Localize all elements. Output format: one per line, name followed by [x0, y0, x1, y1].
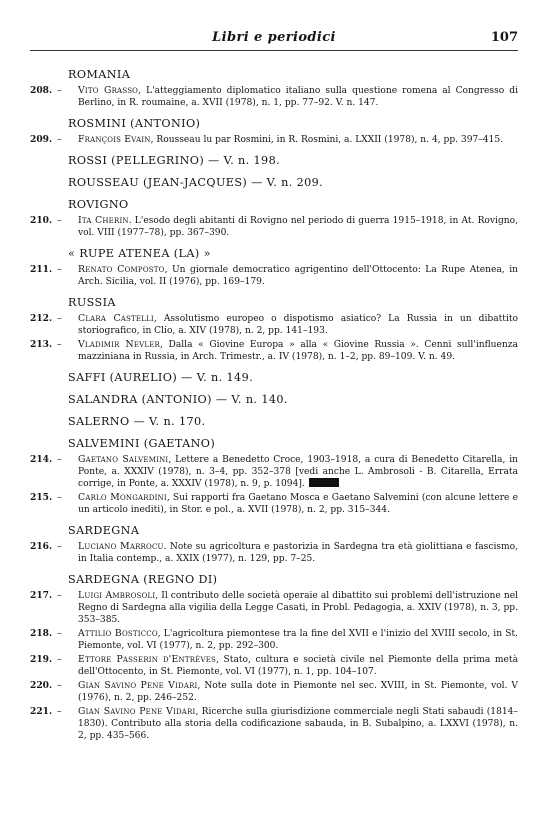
bibliography-entry: [30, 339, 518, 363]
entry-number: 216.: [30, 541, 53, 552]
entry-dash: –: [57, 493, 62, 503]
entry-text: , Stato, cultura e società civile nel Piemonte della prima metà dell'Ottocento, in St. Piemonte, vol. VI (1977), n. 1, pp. 104–107.: [78, 655, 518, 677]
entry-author: Gian Savino Pene Vidari: [78, 706, 196, 717]
bibliography-entry: [30, 680, 518, 704]
running-header: [30, 30, 518, 51]
section-heading: ROUSSEAU (JEAN-JACQUES) — V. n. 209.: [68, 176, 324, 189]
entry-text: . Note su agricoltura e pastorizia in Sardegna tra età giolittiana e fascismo, in Italia contemp., a. XXIX (1977), n. 129, pp. 7–25.: [78, 542, 519, 564]
section-heading: SARDEGNA: [68, 524, 140, 537]
entry-author: Gaetano Salvemini: [78, 454, 169, 465]
entry-author: Luciano Marrocu: [78, 541, 164, 552]
entry-number: 218.: [30, 628, 53, 639]
entry-dash: –: [57, 655, 62, 665]
page-number: 107: [490, 30, 518, 45]
section-heading: ROVIGNO: [68, 198, 129, 211]
entry-number: 208.: [30, 85, 53, 96]
entry-text: , Il contributo delle società operaie al dibattito sui problemi dell'istruzione nel Regno di Sardegna alla vigilia della Legge Casati, in Probl. Pedagogia, a. XXIV (1978), n. 3, pp. 353–385.: [78, 591, 518, 625]
entry-number: 221.: [30, 706, 53, 717]
entry-text: , Lettere a Benedetto Croce, 1903–1918, a cura di Benedetto Citarella, in Ponte, a. XXXIV (1978), n. 3–4, pp. 352–378 [vedi anche L. Ambrosoli - B. Citarella, Errata corrige, in Ponte, a. XXXIV (1978), n. 9, p. 1094].: [78, 455, 518, 489]
entry-dash: –: [57, 216, 62, 226]
bibliography-entry: [30, 541, 518, 565]
entry-author: Gian Savino Pene Vidari: [78, 680, 198, 691]
entry-text: , Ricerche sulla giurisdizione commerciale negli Stati sabaudi (1814–1830). Contributo alla storia della codificazione sabauda, in B. Subalpino, a. LXXVI (1978), n. 2, pp. 435–566.: [78, 707, 518, 741]
entry-author: Renato Composto: [78, 264, 165, 275]
entry-author: Ettore Passerin d'Entrèves: [78, 654, 217, 665]
entry-author: Vladimir Nevler: [78, 339, 161, 350]
entry-author: Carlo Mongardini: [78, 492, 167, 503]
section-heading: RUSSIA: [68, 296, 116, 309]
entry-dash: –: [57, 707, 62, 717]
entry-text: , L'agricoltura piemontese tra la fine del XVII e l'inizio del XVIII secolo, in St. Piemonte, vol. VI (1977), n. 2, pp. 292–300.: [78, 629, 518, 651]
entry-dash: –: [57, 542, 62, 552]
entry-dash: –: [57, 265, 62, 275]
bibliography-list: [30, 66, 518, 744]
bibliography-entry: [30, 264, 518, 288]
entry-number: 209.: [30, 134, 53, 145]
header-title: Libri e periodici: [212, 30, 336, 45]
entry-dash: –: [57, 340, 62, 350]
bibliography-entry: [30, 85, 518, 109]
bibliography-entry: [30, 628, 518, 652]
entry-text: , Un giornale democratico agrigentino dell'Ottocento: La Rupe Atenea, in Arch. Sicilia, vol. II (1976), pp. 169–179.: [78, 265, 518, 287]
entry-author: Clara Castelli: [78, 313, 154, 324]
entry-number: 219.: [30, 654, 53, 665]
entry-author: François Evain: [78, 134, 151, 145]
bibliography-entry: [30, 313, 518, 337]
entry-text: , Dalla « Giovine Europa » alla « Giovine Russia ». Cenni sull'influenza mazziniana in Russia, in Arch. Trimestr., a. IV (1978), n. 1–2, pp. 89–109. V. n. 49.: [78, 340, 518, 362]
entry-text: , Assolutismo europeo o dispotismo asiatico? La Russia in un dibattito storiografico, in Clio, a. XIV (1978), n. 2, pp. 141–193.: [78, 314, 519, 336]
bibliography-entry: [30, 454, 518, 490]
entry-text: , Note sulla dote in Piemonte nel sec. XVIII, in St. Piemonte, vol. V (1976), n. 2, pp. 246–252.: [78, 681, 518, 703]
entry-number: 213.: [30, 339, 53, 350]
section-heading: SALVEMINI (GAETANO): [68, 437, 216, 450]
section-heading: SAFFI (AURELIO) — V. n. 149.: [68, 371, 254, 384]
entry-number: 212.: [30, 313, 53, 324]
entry-author: Attilio Bosticco: [78, 628, 158, 639]
bibliography-entry: [30, 492, 518, 516]
entry-dash: –: [57, 591, 62, 601]
entry-text: . L'esodo degli abitanti di Rovigno nel periodo di guerra 1915–1918, in At. Rovigno, vol. VIII (1977–78), pp. 367–390.: [78, 216, 518, 238]
section-heading: « RUPE ATENEA (LA) »: [68, 247, 211, 260]
entry-text: , Rousseau lu par Rosmini, in R. Rosmini, a. LXXII (1978), n. 4, pp. 397–415.: [150, 135, 504, 145]
entry-text: , Sui rapporti fra Gaetano Mosca e Gaetano Salvemini (con alcune lettere e un articolo inediti), in Stor. e pol., a. XVII (1978), n. 2, pp. 315–344.: [78, 493, 518, 515]
entry-number: 215.: [30, 492, 53, 503]
entry-dash: –: [57, 314, 62, 324]
entry-dash: –: [57, 86, 62, 96]
entry-author: Vito Grasso: [78, 85, 139, 96]
section-heading: SALANDRA (ANTONIO) — V. n. 140.: [68, 393, 288, 406]
entry-dash: –: [57, 681, 62, 691]
bibliography-entry: [30, 590, 518, 626]
bibliography-entry: [30, 215, 518, 239]
entry-dash: –: [57, 135, 62, 145]
entry-text: , L'atteggiamento diplomatico italiano sulla questione romena al Congresso di Berlino, in R. roumaine, a. XVII (1978), n. 1, pp. 77–92. V. n. 147.: [78, 86, 518, 108]
section-heading: SARDEGNA (REGNO DI): [68, 573, 218, 586]
entry-number: 210.: [30, 215, 53, 226]
redaction-mark: [309, 478, 339, 487]
entry-dash: –: [57, 455, 62, 465]
entry-author: Luigi Ambrosoli: [78, 590, 156, 601]
entry-number: 220.: [30, 680, 53, 691]
section-heading: ROSSI (PELLEGRINO) — V. n. 198.: [68, 154, 281, 167]
bibliography-entry: [30, 134, 518, 146]
entry-author: Ita Cherin: [78, 215, 129, 226]
bibliography-entry: [30, 706, 518, 742]
entry-number: 214.: [30, 454, 53, 465]
section-heading: ROSMINI (ANTONIO): [68, 117, 201, 130]
entry-number: 217.: [30, 590, 53, 601]
section-heading: SALERNO — V. n. 170.: [68, 415, 206, 428]
entry-number: 211.: [30, 264, 53, 275]
section-heading: ROMANIA: [68, 68, 131, 81]
entry-dash: –: [57, 629, 62, 639]
bibliography-entry: [30, 654, 518, 678]
